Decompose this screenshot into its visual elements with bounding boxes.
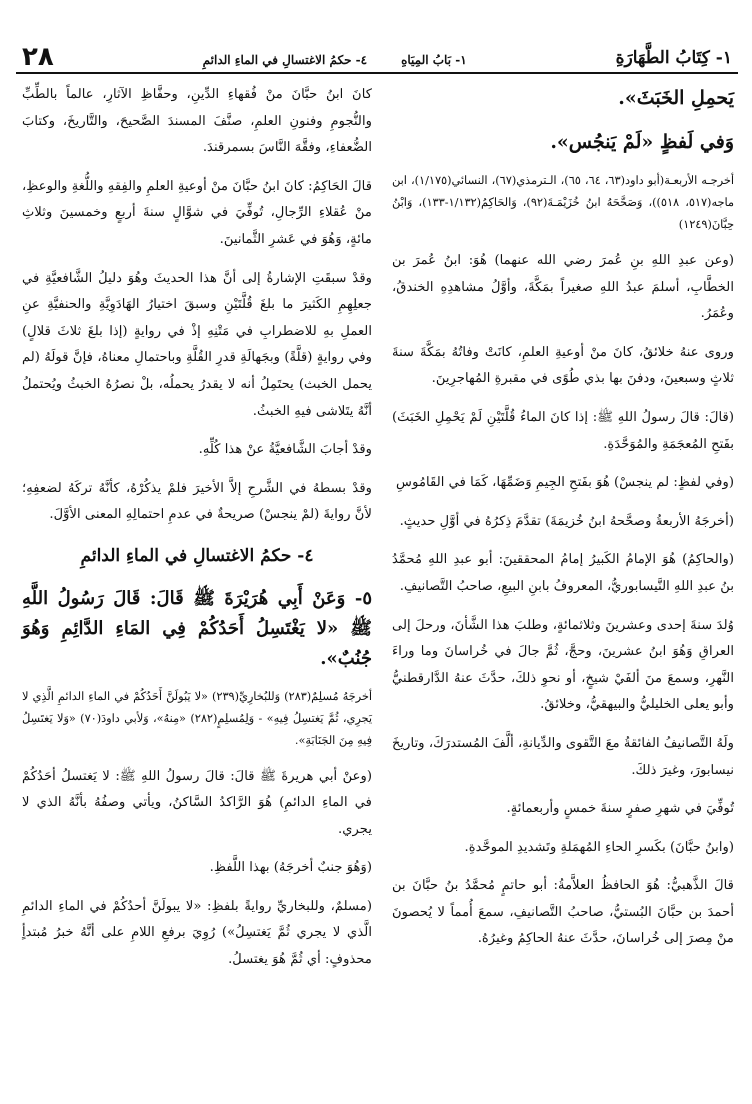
- right-column: [392, 82, 734, 965]
- paragraph: كانَ ابنُ حبَّانَ منْ فُقهاءِ الدِّينِ، وحفَّاظِ الآثارِ، عالماً بالطِّبِّ والنُّجومِ وفنونِ العلمِ، صنَّفَ المسندَ الصَّحيحَ، والتَّاريخَ، وكتابَ الضُّعفاءِ، وفقَّهَ النَّاسَ بسمرقندَ.: [22, 87, 372, 156]
- paragraph: يَحمِلِ الخَبَثَ».: [618, 87, 734, 109]
- citation: أخرجَهُ مُسلِمٌ(٢٨٣) وَللبُخارِيِّ(٢٣٩) «لا يَبُولَنَّ أَحَدُكُمْ في الماءِ الدائمِ الَّذِي لا يَجرِي، ثُمَّ يَغتسِلُ فِيهِ» - وَلِمُسلِمٍ(٢٨٢) «مِنهُ»، وَلأبي داودَ(٧٠) «وَلا يَغتَسِلُ فِيهِ مِنَ الجَنَابَةِ».: [22, 689, 372, 747]
- citation: أخرجـه الأربعـة(أبو داود(٦٣، ٦٤، ٦٥)، الـترمذي(٦٧)، النسائي(١/١٧٥)، ابن ماجه(٥١٧، ٥١٨))، وَصَحَّحَهُ ابنُ خُزَيْمَـةَ(٩٢)، وَالحَاكِمُ(١/١٣٢-١٣٣)، وَابْنُ حِبَّانَ(١٢٤٩): [392, 174, 734, 231]
- left-column: [22, 82, 372, 986]
- running-heads: [203, 53, 467, 72]
- chapter-title: ١- بَابُ المِيَاهِ: [401, 53, 467, 67]
- section-heading: ٤- حكمُ الاغتسالِ في الماءِ الدائمِ: [80, 545, 314, 566]
- paragraph: وقدْ بسطهُ في الشَّرحِ إلاَّ الأخيرَ فلمْ يذكُرْهُ، كأنَّهُ تركَهُ لضعفِهِ؛ لأنَّ روايةَ (لمْ ينجسْ) صريحةٌ في عدمِ احتمالِهِ المعنى الأوَّلَ.: [22, 480, 372, 523]
- paragraph: (وعن عبدِ اللهِ بنِ عُمرَ رضي الله عنهما) هُوَ: ابنُ عُمرَ بن الخطَّابِ، أسلمَ عبدُ اللهِ صغيراً بمَكَّةَ، وأوَّلُ مشاهدِهِ الخندقُ، وعُمَرُ.: [392, 253, 734, 322]
- paragraph: قالَ الحَاكِمُ: كانَ ابنُ حبَّانَ منْ أوعيةِ العلمِ والفِقهِ واللُّغةِ والوعظِ، منْ عُقلاءِ الرِّجالِ، تُوفِّيَ في شوَّالٍ سنةَ أربعٍ وخمسينَ وثلاثِ مائةٍ، وَهُوَ في عَشرِ الثَّمانينَ.: [22, 178, 372, 247]
- paragraph: وقدْ أجابَ الشَّافعيَّةُ عنْ هذا كُلِّهِ.: [198, 442, 372, 458]
- paragraph: (وابنُ حبَّانَ) بكَسرِ الحاءِ المُهمَلةِ وتَشديدِ الموحَّدةِ.: [464, 839, 734, 855]
- paragraph: (وعنْ أبي هريرةَ ﷺ قالَ: قالَ رسولُ اللهِ ﷺ: لا يَغتسلُ أحَدُكُمْ في الماءِ الدائمِ) هُوَ الرَّاكدُ السَّاكنُ، ويأتي وصفُهُ بأنَّهُ الذي لا يجري.: [22, 768, 372, 837]
- paragraph: ولَهُ التَّصانيفُ الفائقةُ معَ التَّقوى والدِّيانةِ، ألَّفَ المُستدرَكَ، وتاريخَ نيسابورَ، وغيرَ ذلكَ.: [392, 735, 734, 778]
- paragraph: تُوفِّيَ في شهرِ صفرٍ سنةَ خمسٍ وأربعمائةٍ.: [506, 801, 734, 817]
- paragraph: (قالَ: قالَ رسولُ اللهِ ﷺ: إذا كانَ الماءُ قُلَّتَيْنِ لَمْ يَحْمِلِ الخَبَثَ) بفَتحِ المُعجَمَةِ والمُوَحَّدَةِ.: [392, 409, 734, 452]
- page-header: [16, 38, 738, 74]
- paragraph: قالَ الذَّهبيُّ: هُوَ الحافظُ العلاَّمةُ: أبو حاتمٍ مُحمَّدُ بنُ حبَّانَ بن أحمدَ بن حبَّانَ البُستيُّ، صاحبُ التَّصانيفِ، سمعَ أُمماً لا يُحصونَ منْ مِصرَ إلى خُراسانَ، حدَّثَ عنهُ الحاكِمُ وغيرُهُ.: [392, 878, 734, 947]
- paragraph: وروى عنهُ خلائقُ، كانَ منْ أوعيةِ العلمِ، كانَتْ وفاتُهُ بمَكَّةَ سنةَ ثلاثٍ وسبعينَ، ودفنَ بها بذي طُوًى في مقبرةِ المُهاجرِينَ.: [392, 344, 734, 387]
- paragraph: (وَهُوَ جنبٌ أخرجَهُ) بهذا اللَّفظِ.: [209, 860, 372, 876]
- topic-title: ٤- حكمُ الاغتسالِ في الماءِ الدائمِ: [202, 53, 368, 67]
- paragraph: (مسلمٌ، وللبخاريِّ روايةً بلفظِ: «لا يبولَنَّ أحدُكُمْ في الماءِ الدائمِ الَّذي لا يجري ثُمَّ يَغتسِلُ») رُوِيَ برفعِ اللامِ على أنَّهُ خبرُ مُبتدأٍ محذوفٍ: أي ثُمَّ هُوَ يغتسلُ.: [22, 898, 372, 968]
- paragraph: (أخرجَهُ الأربعةُ وصحَّحهُ ابنُ خُزيمَةَ) تقدَّمَ ذِكرُهُ في أوَّلِ حديثٍ.: [399, 513, 734, 529]
- paragraph: (وفي لفظٍ: لم ينجسْ) هُوَ بفَتحِ الجِيمِ وَضَمِّهَا، كَمَا في القَامُوسِ: [396, 475, 734, 491]
- hadith-text: ٥- وَعَنْ أَبِي هُرَيْرَةَ ﷺ قَالَ: قَالَ رَسُولُ اللَّهِ ﷺ «لا يَغْتَسِلُ أَحَدُكُمْ فِي المَاءِ الدَّائِمِ وَهُوَ جُنُبٌ».: [22, 587, 372, 669]
- paragraph: وَفي لَفظٍ «لَمْ يَنجُس».: [550, 131, 734, 153]
- book-title: ١- كِتَابُ الطَّهَارَةِ: [615, 48, 732, 68]
- paragraph: (والحاكِمُ) هُوَ الإمامُ الكَبيرُ إمامُ المحققينَ: أبو عبدِ اللهِ مُحمَّدُ بنُ عبدِ اللهِ النَّيسابوريُّ، المعروفُ بابنِ البيعِ، صاحبُ التَّصانيفِ.: [392, 552, 734, 594]
- page-number: ٢٨: [22, 42, 54, 72]
- paragraph: وُلدَ سنةَ إحدى وعشرينَ وثلاثمائةٍ، وطلبَ هذا الشَّأنَ، ورحلَ إلى العراقِ وَهُوَ ابنُ عشرينَ، وحجَّ، ثُمَّ جالَ في خُراسانَ وما وراءَ النَّهرِ، وسمعَ منَ ألفَيْ شيخٍ، أو نحوِ ذلكَ، حدَّثَ عنهُ الدَّارقطنيُّ وأبو يعلى الخليليُّ والبيهقيُّ، وخلائقُ.: [392, 617, 734, 713]
- paragraph: وقدْ سبقَتِ الإشارةُ إلى أنَّ هذا الحديثَ وهُوَ دليلُ الشَّافعيَّةِ في جعلِهِمِ الكَثيرَ ما بلغَ قُلَّتَيْنِ وسبقَ اختيارُ الهَادَوِيَّةِ والحنفيَّةِ عنِ العملِ بهِ للاضطرابِ في مَتْنِهِ إذْ في روايةٍ (إذا بلغَ ثلاثَ قلالٍ) وفي روايةٍ (قلَّةً) وبجَهالَةِ قدرِ القُلَّةِ وباحتمالِ معناهُ، فإنَّ قولَهُ (لم يحمل الخبث) يحتَمِلُ أنه لا يقدرُ يحملُه، بلْ نصرُهُ الخبثُ ويُحتملُ أنَّهُ يتَلاشى فيهِ الخبثُ.: [22, 270, 372, 419]
